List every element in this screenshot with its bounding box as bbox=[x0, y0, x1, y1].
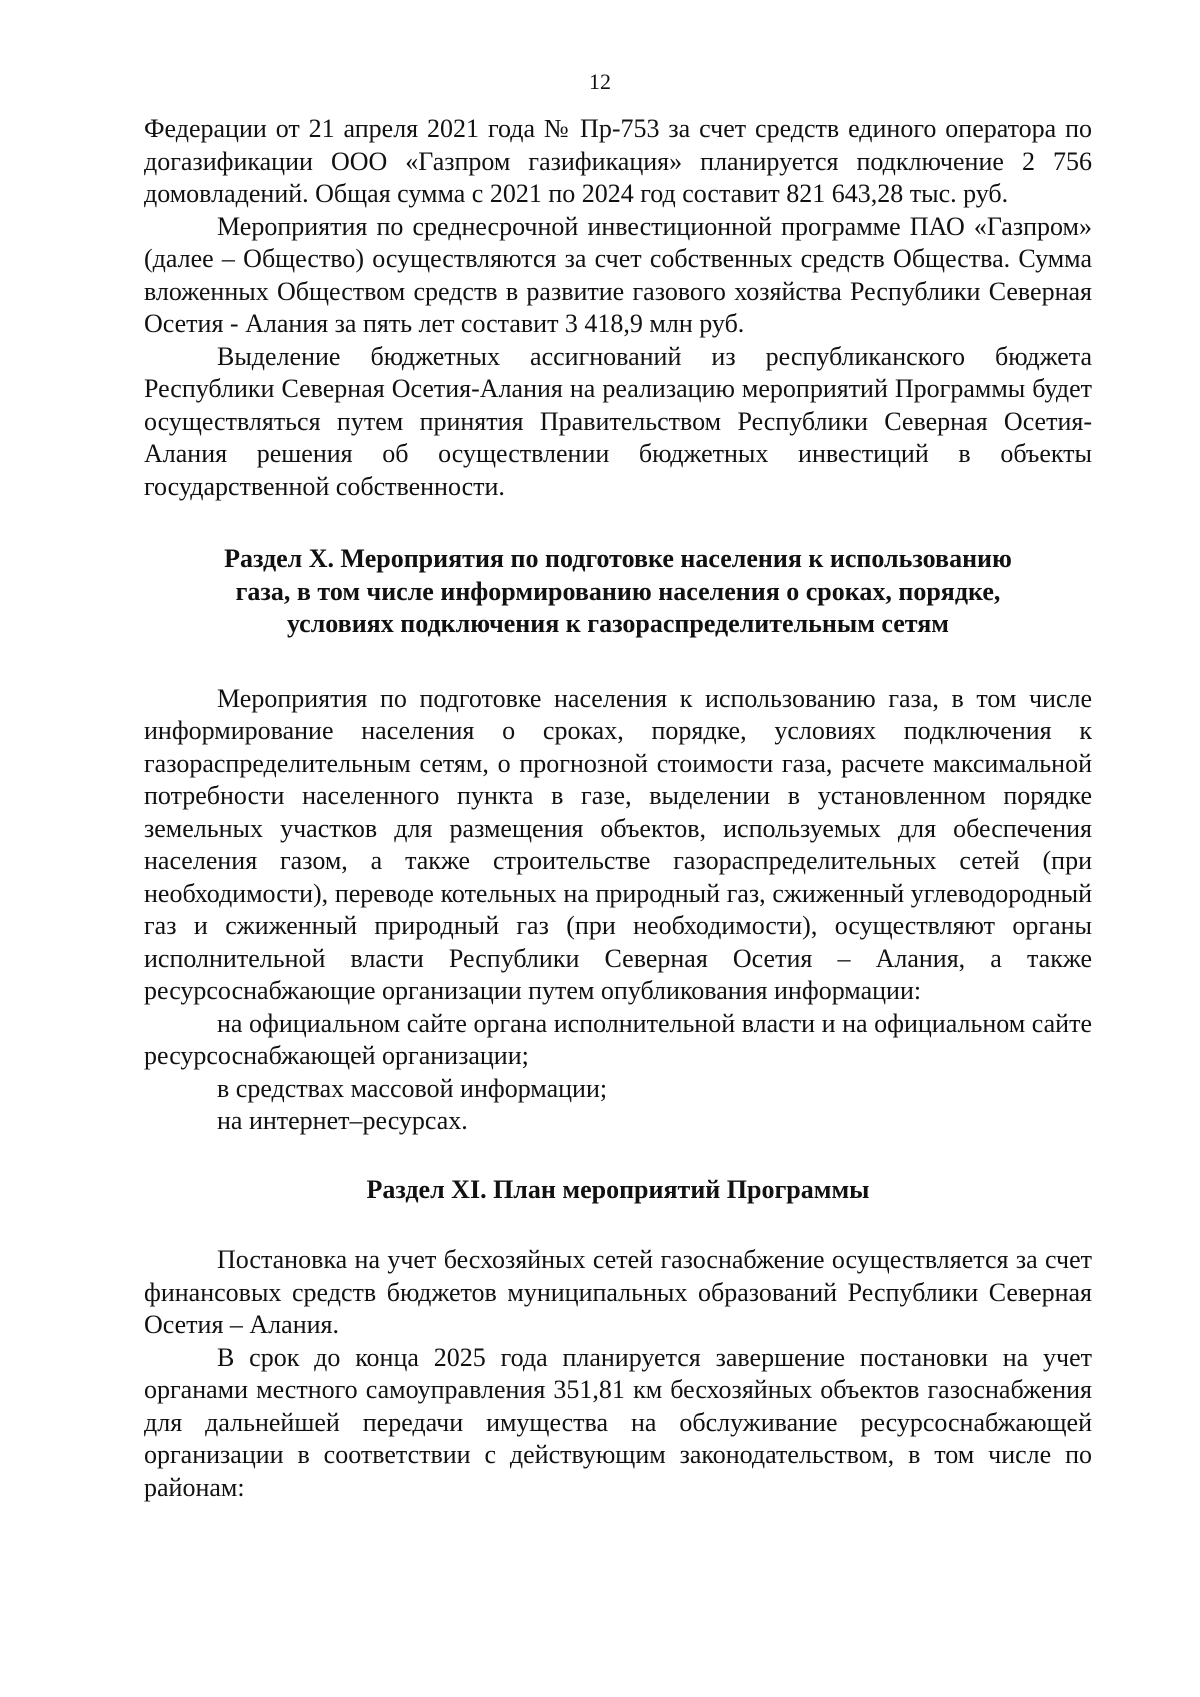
page-number: 12 bbox=[589, 69, 611, 94]
section-10-heading-line-2: газа, в том числе информированию населения о сроках, порядке, bbox=[235, 576, 1001, 606]
paragraph-funding-gazprom-gasification: Федерации от 21 апреля 2021 года № Пр-753 за счет средств единого оператора по догазификации ООО «Газпром газификация» планируется подключение 2 756 домовладений. Общая сумма с 2021 по 2024 год составит 821 643,28 тыс. руб. bbox=[144, 114, 1092, 208]
list-item-internet-resources: на интернет–ресурсах. bbox=[217, 1106, 468, 1135]
paragraph-budget-allocations: Выделение бюджетных ассигнований из республиканского бюджета Республики Северная Осетия-Алания на реализацию мероприятий Программы будет осуществляться путем принятия Правительством Республики Северная Осетия-Алания решения об осуществлении бюджетных инвестиций в объекты государственной собственности. bbox=[144, 341, 1092, 501]
section-11-heading: Раздел XI. План мероприятий Программы bbox=[366, 1174, 870, 1204]
list-item-official-website: на официальном сайте органа исполнительной власти и на официальном сайте ресурсоснабжающей организации; bbox=[144, 1008, 1092, 1070]
paragraph-ownerless-networks: Постановка на учет бесхозяйных сетей газоснабжение осуществляется за счет финансовых средств бюджетов муниципальных образований Республики Северная Осетия – Алания. bbox=[144, 1245, 1092, 1339]
paragraph-population-preparation: Мероприятия по подготовке населения к использованию газа, в том числе информирование населения о сроках, порядке, условиях подключения к газораспределительным сетям, о прогнозной стоимости газа, расчете максимальной потребности населенного пункта в газе, выделении в установленном порядке земельных участков для размещения объектов, используемых для обеспечения населения газом, а также строительстве газораспределительных сетей (при необходимости), переводе котельных на природный газ, сжиженный углеводородный газ и сжиженный природный газ (при необходимости), осуществляют органы исполнительной власти Республики Северная Осетия – Алания, а также ресурсоснабжающие организации путем опубликования информации: bbox=[144, 683, 1092, 1005]
section-10-heading-line-1: Раздел X. Мероприятия по подготовке населения к использованию bbox=[224, 544, 1012, 573]
document-body bbox=[144, 113, 1092, 1504]
section-10-heading bbox=[144, 543, 1092, 641]
section-10-heading-line-3: условиях подключения к газораспределительным сетям bbox=[286, 609, 950, 638]
paragraph-investment-program: Мероприятия по среднесрочной инвестиционной программе ПАО «Газпром» (далее – Общество) осуществляются за счет собственных средств Общества. Сумма вложенных Обществом средств в развитие газового хозяйства Республики Северная Осетия - Алания за пять лет составит 3 418,9 млн руб. bbox=[144, 211, 1092, 338]
paragraph-registration-deadline: В срок до конца 2025 года планируется завершение постановки на учет органами местного самоуправления 351,81 км бесхозяйных объектов газоснабжения для дальнейшей передачи имущества на обслуживание ресурсоснабжающей организации в соответствии с действующим законодательством, в том числе по районам: bbox=[144, 1342, 1092, 1502]
list-item-mass-media: в средствах массовой информации; bbox=[217, 1073, 608, 1103]
